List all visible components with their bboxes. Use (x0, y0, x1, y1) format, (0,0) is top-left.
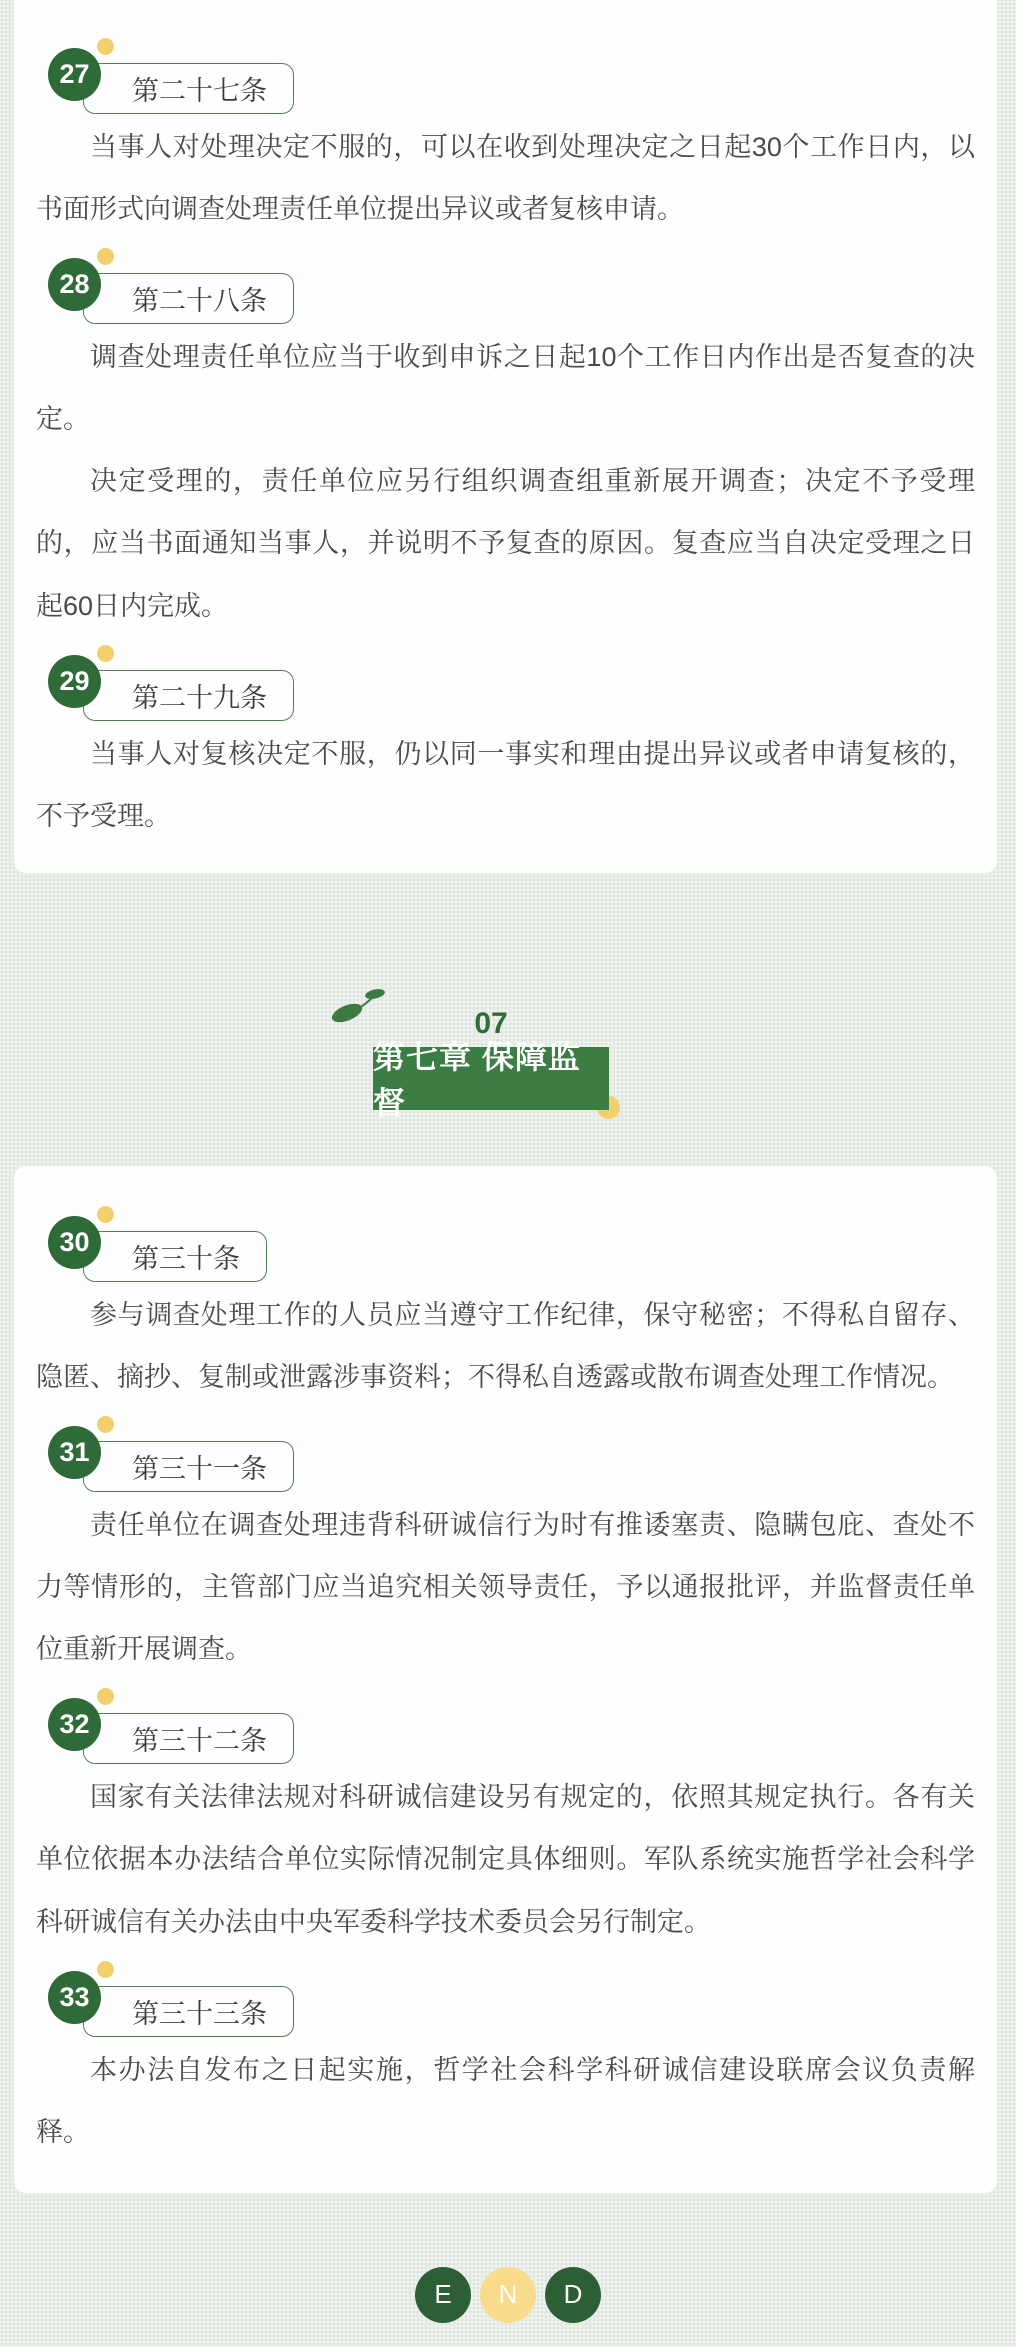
article-title: 第三十三条 (83, 1986, 294, 2037)
article-section-28 (14, 248, 997, 636)
article-title: 第三十二条 (83, 1713, 294, 1764)
yellow-dot-icon (97, 1206, 114, 1223)
yellow-dot-icon (97, 645, 114, 662)
section-header (48, 645, 963, 723)
article-number-badge: 27 (48, 48, 101, 101)
end-letter-n: N (480, 2267, 536, 2323)
article-title: 第二十九条 (83, 670, 294, 721)
article-paragraph: 本办法自发布之日起实施，哲学社会科学科研诚信建设联席会议负责解释。 (36, 2054, 975, 2147)
section-body (14, 1766, 997, 1952)
leaf-icon (323, 985, 389, 1029)
article-card-upper (14, 0, 997, 873)
article-number-badge: 32 (48, 1698, 101, 1751)
section-header (48, 1416, 963, 1494)
article-number-badge: 29 (48, 655, 101, 708)
section-header (48, 38, 963, 116)
article-section-31 (14, 1416, 997, 1680)
end-letter-d: D (545, 2267, 601, 2323)
article-section-29 (14, 645, 997, 847)
article-paragraph: 责任单位在调查处理违背科研诚信行为时有推诿塞责、隐瞒包庇、查处不力等情形的，主管部门应当追究相关领导责任，予以通报批评，并监督责任单位重新开展调查。 (36, 1510, 975, 1665)
article-paragraph: 当事人对复核决定不服，仍以同一事实和理由提出异议或者申请复核的，不予受理。 (36, 738, 975, 831)
section-body (14, 116, 997, 240)
section-header (48, 1688, 963, 1766)
section-body (14, 326, 997, 636)
section-header (48, 1961, 963, 2039)
article-section-30 (14, 1206, 997, 1408)
chapter-banner: 第七章 保障监督 (373, 1047, 609, 1110)
article-section-27 (14, 38, 997, 240)
article-paragraph: 调查处理责任单位应当于收到申诉之日起10个工作日内作出是否复查的决定。 (36, 342, 975, 435)
article-title: 第三十一条 (83, 1441, 294, 1492)
article-paragraph: 当事人对处理决定不服的，可以在收到处理决定之日起30个工作日内，以书面形式向调查处理责任单位提出异议或者复核申请。 (36, 132, 975, 225)
article-number-badge: 33 (48, 1971, 101, 2024)
yellow-dot-icon (97, 1961, 114, 1978)
end-marker (0, 2267, 1016, 2347)
yellow-dot-icon (97, 1416, 114, 1433)
section-header (48, 1206, 963, 1284)
article-title: 第二十八条 (83, 273, 294, 324)
yellow-dot-icon (97, 248, 114, 265)
section-header (48, 248, 963, 326)
chapter-number: 07 (474, 1006, 508, 1040)
article-card-lower (14, 1166, 997, 2193)
chapter-divider (0, 873, 1016, 1166)
article-paragraph: 国家有关法律法规对科研诚信建设另有规定的，依照其规定执行。各有关单位依据本办法结合单位实际情况制定具体细则。军队系统实施哲学社会科学科研诚信有关办法由中央军委科学技术委员会另行制定。 (36, 1782, 975, 1937)
article-section-32 (14, 1688, 997, 1952)
article-title: 第二十七条 (83, 63, 294, 114)
section-body (14, 1494, 997, 1680)
end-letter-e: E (415, 2267, 471, 2323)
section-body (14, 1284, 997, 1408)
yellow-dot-icon (97, 38, 114, 55)
article-number-badge: 30 (48, 1216, 101, 1269)
article-number-badge: 28 (48, 258, 101, 311)
yellow-dot-icon (97, 1688, 114, 1705)
article-paragraph: 参与调查处理工作的人员应当遵守工作纪律，保守秘密；不得私自留存、隐匿、摘抄、复制或泄露涉事资料；不得私自透露或散布调查处理工作情况。 (36, 1299, 975, 1392)
article-title: 第三十条 (83, 1231, 267, 1282)
section-body (14, 2039, 997, 2163)
article-section-33 (14, 1961, 997, 2163)
section-body (14, 723, 997, 847)
article-number-badge: 31 (48, 1426, 101, 1479)
article-paragraph: 决定受理的，责任单位应另行组织调查组重新展开调查；决定不予受理的，应当书面通知当事人，并说明不予复查的原因。复查应当自决定受理之日起60日内完成。 (36, 466, 975, 621)
